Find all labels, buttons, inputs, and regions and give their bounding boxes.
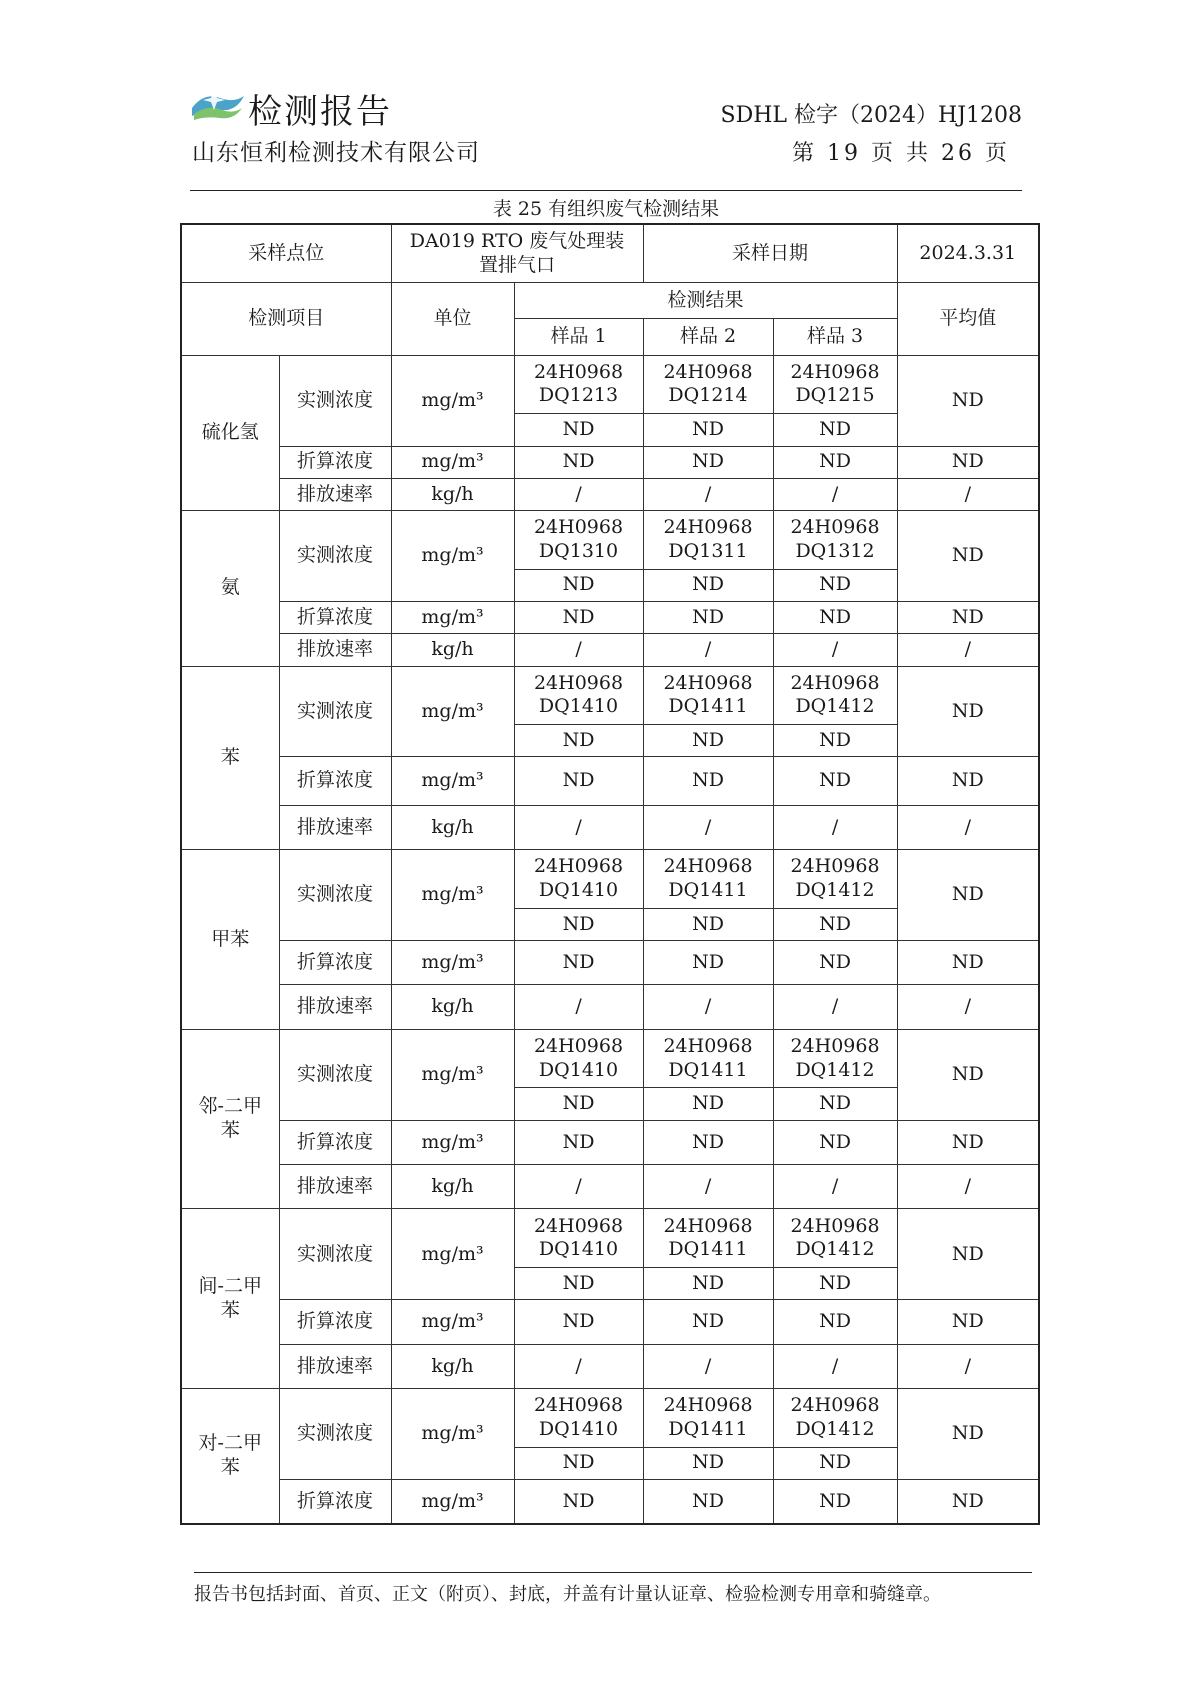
average-value: / xyxy=(897,985,1039,1029)
unit-text: mg/m³ xyxy=(421,1130,484,1153)
report-title: 检测报告 xyxy=(248,92,392,132)
sample-header: 样品 1 xyxy=(514,319,643,355)
sample-header: 样品 2 xyxy=(643,319,773,355)
sample-value: ND xyxy=(643,1268,773,1300)
sample-value: / xyxy=(773,478,897,510)
unit-text: mg/m³ xyxy=(421,1310,484,1333)
unit-cell xyxy=(391,985,514,1029)
sample-value: / xyxy=(514,1344,643,1388)
sample-value: ND xyxy=(514,908,643,940)
sample-value: ND xyxy=(773,1268,897,1300)
unit-cell xyxy=(391,355,514,446)
metric-name: 实测浓度 xyxy=(279,850,391,941)
sample-value: ND xyxy=(643,908,773,940)
table-row xyxy=(181,985,1039,1029)
sample-value: / xyxy=(773,634,897,666)
sample-value: ND xyxy=(643,941,773,985)
sample-code: 24H0968 DQ1214 xyxy=(643,355,773,414)
table-row xyxy=(181,601,1039,633)
sample-value: ND xyxy=(773,1479,897,1524)
sample-value: ND xyxy=(643,1447,773,1479)
sample-value: / xyxy=(643,634,773,666)
sampling-point-label: 采样点位 xyxy=(181,224,391,283)
unit-cell xyxy=(391,805,514,849)
unit-cell xyxy=(391,601,514,633)
table-row xyxy=(181,634,1039,666)
unit-text: kg/h xyxy=(431,815,474,838)
metric-name: 实测浓度 xyxy=(279,1029,391,1120)
table-title: 表 25 有组织废气检测结果 xyxy=(492,198,720,220)
sample-code: 24H0968 DQ1213 xyxy=(514,355,643,414)
unit-text: mg/m³ xyxy=(421,1422,484,1445)
sample-code: 24H0968 DQ1310 xyxy=(514,511,643,570)
company-name: 山东恒利检测技术有限公司 xyxy=(192,140,480,166)
pollutant-name: 间-二甲苯 xyxy=(181,1209,279,1389)
unit-text: kg/h xyxy=(431,1354,474,1377)
average-value: / xyxy=(897,478,1039,510)
sample-value: ND xyxy=(773,446,897,478)
unit-cell xyxy=(391,1300,514,1344)
footer-note: 报告书包括封面、首页、正文（附页）、封底，并盖有计量认证章、检验检测专用章和骑缝章。 xyxy=(194,1584,941,1605)
average-value: ND xyxy=(897,1479,1039,1524)
average-value: ND xyxy=(897,757,1039,805)
sample-code: 24H0968 DQ1411 xyxy=(643,666,773,725)
unit-cell xyxy=(391,1389,514,1480)
sample-code: 24H0968 DQ1411 xyxy=(643,1389,773,1448)
pollutant-name: 甲苯 xyxy=(181,850,279,1030)
metric-name: 实测浓度 xyxy=(279,666,391,757)
unit-cell xyxy=(391,941,514,985)
unit-text: mg/m³ xyxy=(421,699,484,722)
metric-name: 实测浓度 xyxy=(279,1389,391,1480)
unit-cell xyxy=(391,634,514,666)
unit-cell xyxy=(391,1344,514,1388)
average-value: ND xyxy=(897,1300,1039,1344)
metric-name: 排放速率 xyxy=(279,478,391,510)
report-number: SDHL 检字（2024）HJ1208 xyxy=(720,103,1022,128)
average-value: ND xyxy=(897,601,1039,633)
sample-code: 24H0968 DQ1412 xyxy=(773,1029,897,1088)
sample-value: ND xyxy=(514,725,643,757)
unit-text: mg/m³ xyxy=(421,450,484,473)
unit-cell xyxy=(391,1209,514,1300)
unit-cell xyxy=(391,850,514,941)
sample-code: 24H0968 DQ1412 xyxy=(773,1389,897,1448)
average-value: ND xyxy=(897,511,1039,602)
average-value: ND xyxy=(897,446,1039,478)
pollutant-name: 邻-二甲苯 xyxy=(181,1029,279,1209)
unit-header: 单位 xyxy=(391,283,514,356)
sample-value: / xyxy=(773,1344,897,1388)
table-row xyxy=(181,850,1039,909)
table-row xyxy=(181,941,1039,985)
sample-value: ND xyxy=(643,757,773,805)
sample-value: / xyxy=(514,805,643,849)
table-row xyxy=(181,511,1039,570)
metric-name: 折算浓度 xyxy=(279,941,391,985)
table-row xyxy=(181,1479,1039,1524)
table-row xyxy=(181,757,1039,805)
metric-name: 排放速率 xyxy=(279,1344,391,1388)
company-logo-icon xyxy=(190,86,246,122)
sample-value: ND xyxy=(773,1088,897,1120)
pollutant-name: 硫化氢 xyxy=(181,355,279,510)
page-number: 第 19 页 共 26 页 xyxy=(792,141,1010,166)
sample-code: 24H0968 DQ1412 xyxy=(773,1209,897,1268)
sample-value: ND xyxy=(773,908,897,940)
test-item-header: 检测项目 xyxy=(181,283,391,356)
unit-cell xyxy=(391,1479,514,1524)
sample-value: ND xyxy=(643,446,773,478)
sample-value: ND xyxy=(514,941,643,985)
sample-value: / xyxy=(773,805,897,849)
sample-code: 24H0968 DQ1410 xyxy=(514,666,643,725)
average-value: / xyxy=(897,1165,1039,1209)
sample-value: ND xyxy=(514,601,643,633)
sample-value: ND xyxy=(643,1479,773,1524)
table-row xyxy=(181,1029,1039,1088)
sample-value: / xyxy=(643,805,773,849)
metric-name: 实测浓度 xyxy=(279,1209,391,1300)
average-value: ND xyxy=(897,1389,1039,1480)
sample-code: 24H0968 DQ1411 xyxy=(643,1029,773,1088)
table-row xyxy=(181,805,1039,849)
sample-value: ND xyxy=(514,414,643,446)
sample-value: ND xyxy=(514,446,643,478)
metric-name: 实测浓度 xyxy=(279,511,391,602)
unit-text: mg/m³ xyxy=(421,544,484,567)
average-value: ND xyxy=(897,666,1039,757)
metric-name: 排放速率 xyxy=(279,634,391,666)
sampling-date-label: 采样日期 xyxy=(643,224,897,283)
sample-code: 24H0968 DQ1311 xyxy=(643,511,773,570)
metric-name: 折算浓度 xyxy=(279,1479,391,1524)
sample-value: ND xyxy=(514,1447,643,1479)
metric-name: 实测浓度 xyxy=(279,355,391,446)
sample-code: 24H0968 DQ1215 xyxy=(773,355,897,414)
pollutant-name: 对-二甲苯 xyxy=(181,1389,279,1524)
metric-name: 排放速率 xyxy=(279,985,391,1029)
unit-text: mg/m³ xyxy=(421,1242,484,1265)
average-value: ND xyxy=(897,355,1039,446)
average-value: ND xyxy=(897,1029,1039,1120)
table-row xyxy=(181,1165,1039,1209)
table-row xyxy=(181,446,1039,478)
sample-value: ND xyxy=(773,757,897,805)
sample-value: ND xyxy=(773,725,897,757)
pollutant-name: 氨 xyxy=(181,511,279,666)
metric-name: 折算浓度 xyxy=(279,757,391,805)
sample-value: ND xyxy=(643,1088,773,1120)
unit-cell xyxy=(391,757,514,805)
sample-code: 24H0968 DQ1410 xyxy=(514,1389,643,1448)
sample-value: / xyxy=(773,985,897,1029)
sample-value: ND xyxy=(773,569,897,601)
unit-text: kg/h xyxy=(431,1174,474,1197)
footer-divider xyxy=(194,1572,1032,1573)
sample-value: / xyxy=(514,1165,643,1209)
sample-value: ND xyxy=(643,601,773,633)
metric-name: 折算浓度 xyxy=(279,1300,391,1344)
unit-cell xyxy=(391,478,514,510)
header-divider xyxy=(190,190,1022,191)
unit-text: mg/m³ xyxy=(421,883,484,906)
sample-value: ND xyxy=(643,725,773,757)
unit-cell xyxy=(391,1165,514,1209)
unit-cell xyxy=(391,446,514,478)
average-value: ND xyxy=(897,1120,1039,1164)
metric-name: 排放速率 xyxy=(279,805,391,849)
sample-value: / xyxy=(514,478,643,510)
sample-value: ND xyxy=(514,757,643,805)
average-value: ND xyxy=(897,1209,1039,1300)
table-row xyxy=(181,666,1039,725)
sample-value: ND xyxy=(643,569,773,601)
sample-header: 样品 3 xyxy=(773,319,897,355)
average-value: / xyxy=(897,805,1039,849)
sample-value: ND xyxy=(773,1300,897,1344)
sampling-point-value: DA019 RTO 废气处理装置排气口 xyxy=(391,224,643,283)
results-header: 检测结果 xyxy=(514,283,897,319)
sample-value: ND xyxy=(514,1479,643,1524)
sample-code: 24H0968 DQ1312 xyxy=(773,511,897,570)
table-row xyxy=(181,1120,1039,1164)
unit-text: mg/m³ xyxy=(421,769,484,792)
sample-value: ND xyxy=(773,1447,897,1479)
average-value: ND xyxy=(897,941,1039,985)
average-value: ND xyxy=(897,850,1039,941)
sample-value: ND xyxy=(514,1088,643,1120)
sample-value: ND xyxy=(643,1120,773,1164)
sample-value: ND xyxy=(773,414,897,446)
unit-cell xyxy=(391,666,514,757)
sample-code: 24H0968 DQ1411 xyxy=(643,1209,773,1268)
sample-value: / xyxy=(643,478,773,510)
table-row xyxy=(181,1209,1039,1268)
sample-value: ND xyxy=(643,1300,773,1344)
table-row xyxy=(181,1300,1039,1344)
average-header: 平均值 xyxy=(897,283,1039,356)
sample-value: ND xyxy=(514,1120,643,1164)
sample-value: ND xyxy=(514,1268,643,1300)
unit-cell xyxy=(391,511,514,602)
results-table xyxy=(180,223,1040,1525)
unit-cell xyxy=(391,1120,514,1164)
unit-text: mg/m³ xyxy=(421,388,484,411)
unit-cell xyxy=(391,1029,514,1120)
sample-value: / xyxy=(514,634,643,666)
sample-value: ND xyxy=(773,941,897,985)
unit-text: mg/m³ xyxy=(421,1489,484,1512)
sample-value: ND xyxy=(773,1120,897,1164)
metric-name: 折算浓度 xyxy=(279,1120,391,1164)
metric-name: 折算浓度 xyxy=(279,601,391,633)
table-row xyxy=(181,478,1039,510)
sample-value: ND xyxy=(773,601,897,633)
sample-value: / xyxy=(514,985,643,1029)
sampling-date-value: 2024.3.31 xyxy=(897,224,1039,283)
unit-text: mg/m³ xyxy=(421,950,484,973)
average-value: / xyxy=(897,634,1039,666)
sample-code: 24H0968 DQ1410 xyxy=(514,850,643,909)
unit-text: kg/h xyxy=(431,482,474,505)
sample-code: 24H0968 DQ1410 xyxy=(514,1029,643,1088)
sample-value: ND xyxy=(514,1300,643,1344)
table-row xyxy=(181,355,1039,414)
unit-text: kg/h xyxy=(431,995,474,1018)
table-row xyxy=(181,1344,1039,1388)
table-row xyxy=(181,1389,1039,1448)
pollutant-name: 苯 xyxy=(181,666,279,850)
unit-text: kg/h xyxy=(431,638,474,660)
sample-value: ND xyxy=(514,569,643,601)
metric-name: 排放速率 xyxy=(279,1165,391,1209)
sample-value: ND xyxy=(643,414,773,446)
unit-text: mg/m³ xyxy=(421,605,484,628)
sample-code: 24H0968 DQ1411 xyxy=(643,850,773,909)
average-value: / xyxy=(897,1344,1039,1388)
sample-value: / xyxy=(643,1165,773,1209)
unit-text: mg/m³ xyxy=(421,1062,484,1085)
sample-value: / xyxy=(643,1344,773,1388)
sample-code: 24H0968 DQ1412 xyxy=(773,666,897,725)
sample-code: 24H0968 DQ1410 xyxy=(514,1209,643,1268)
metric-name: 折算浓度 xyxy=(279,446,391,478)
sample-code: 24H0968 DQ1412 xyxy=(773,850,897,909)
sample-value: / xyxy=(643,985,773,1029)
sample-value: / xyxy=(773,1165,897,1209)
